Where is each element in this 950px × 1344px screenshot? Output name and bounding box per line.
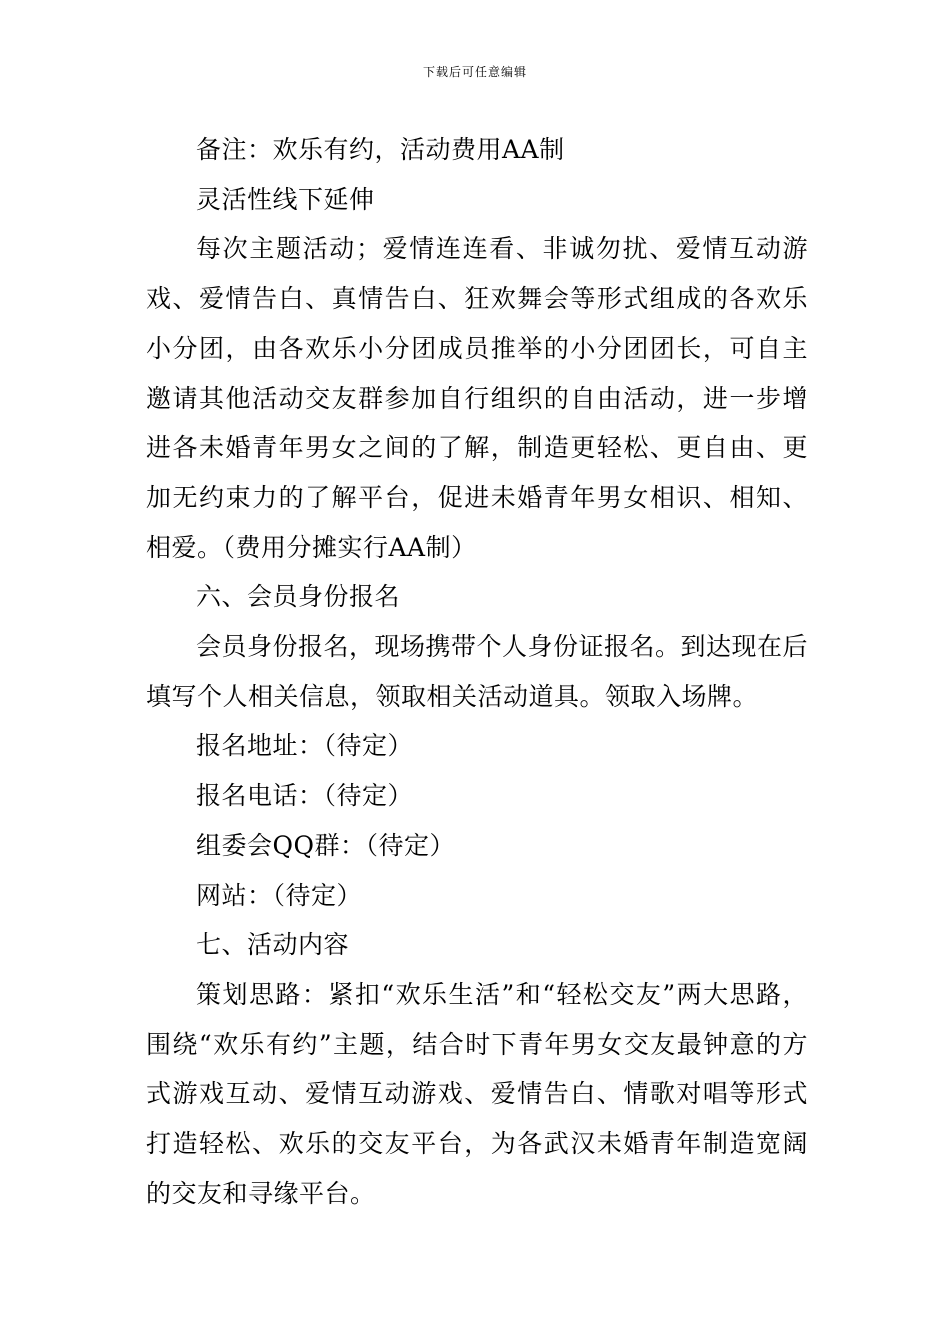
page-header: 下载后可任意编辑 [422, 65, 527, 79]
committee-qq-group: 组委会QQ群：（待定） [196, 830, 455, 860]
section-heading-seven: 七、活动内容 [196, 930, 350, 960]
registration-address: 报名地址：（待定） [196, 731, 414, 761]
section-heading-six: 六、会员身份报名 [196, 582, 401, 612]
website-line: 网站：（待定） [196, 880, 363, 910]
registration-phone: 报名电话：（待定） [196, 781, 414, 811]
document-body [146, 125, 808, 1218]
planning-idea-paragraph: 策划思路：紧扣“欢乐生活”和“轻松交友”两大思路，围绕“欢乐有约”主题，结合时下青年男女交友最钟意的方式游戏互动、爱情互动游戏、爱情告白、情歌对唱等形式打造轻松、欢乐的交友平台，为各武汉未婚青年制造宽阔的交友和寻缘平台。 [146, 979, 808, 1208]
registration-paragraph: 会员身份报名，现场携带个人身份证报名。到达现在后填写个人相关信息，领取相关活动道具。领取入场牌。 [146, 632, 809, 711]
note-paragraph: 备注：欢乐有约，活动费用AA制 [196, 135, 565, 164]
subheading-offline-extension: 灵活性线下延伸 [196, 184, 375, 214]
theme-activity-paragraph: 每次主题活动；爱情连连看、非诚勿扰、爱情互动游戏、爱情告白、真情告白、狂欢舞会等形式组成的各欢乐小分团，由各欢乐小分团成员推举的小分团团长，可自主邀请其他活动交友群参加自行组织的自由活动，进一步增进各未婚青年男女之间的了解，制造更轻松、更自由、更加无约束力的了解平台，促进未婚青年男女相识、相知、相爱。（费用分摊实行AA制） [146, 234, 808, 562]
